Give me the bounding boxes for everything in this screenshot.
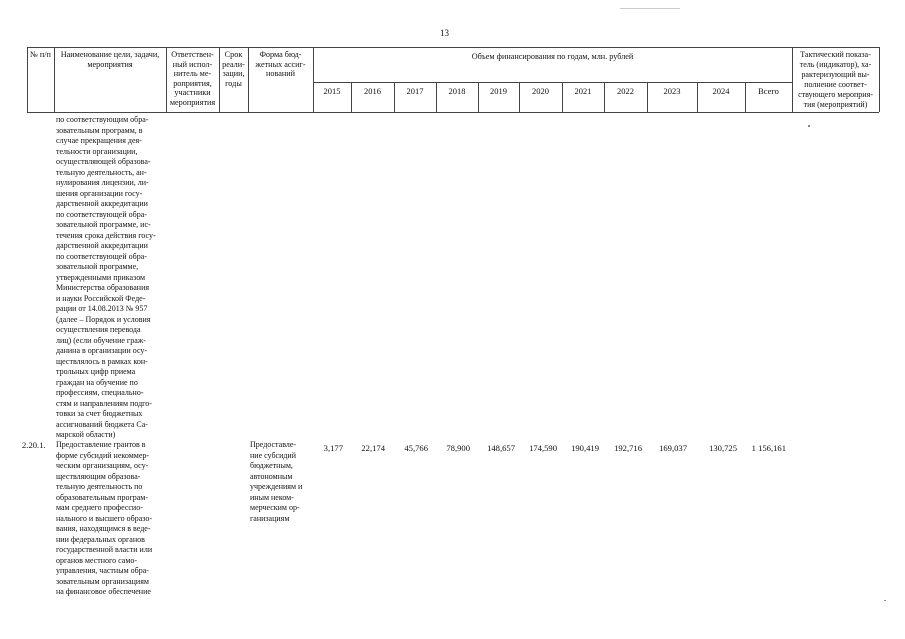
header-col-responsible: Ответствен- ный испол- нитель ме- роприятия, участники мероприятия [169,50,216,107]
row-form: Предоставле- ние субсидий бюджетным, автономным учреждениям и иным неком- мерческим ор- ганизациям [250,440,303,523]
header-year: 2016 [364,86,381,96]
row-value-total: 1 156,161 [751,443,786,453]
row-value-2016: 22,174 [361,443,385,453]
scan-mark [808,125,810,127]
row-value-2017: 45,766 [404,443,428,453]
header-col-name: Наименование цели, задачи, мероприятия [60,50,160,69]
header-year: 2021 [574,86,592,96]
row-value-2024: 130,725 [709,443,737,453]
scan-mark [884,600,886,601]
row-value-2015: 3,177 [323,443,343,453]
header-col-indicator: Тактический показа- тель (индикатор), ха- рактеризующий вы- полнение соответ- ствующего мероприя- тия (мероприятий) [798,50,873,109]
row-value-2019: 148,657 [487,443,515,453]
row-value-2023: 169,037 [659,443,687,453]
row-value-2020: 174,590 [529,443,557,453]
row-name: Предоставление грантов в форме субсидий некоммер- ческим организациям, осу- ществляющим образова- тельную деятельность по образовательным програм- мам среднего профессио- нального и высшего образо- вания, находящимся в веде- нии федеральных органов государственной власти или органов местного само- управления, частным обра- зовательным организациям на финансовое обеспечение [56,440,153,596]
header-col-number: № п/п [30,50,51,59]
header-col-finance: Объем финансирования по годам, млн. рублей [471,52,634,61]
page-number: 13 [440,28,449,38]
row-number: 2.20.1. [22,440,46,450]
header-year: 2024 [712,86,730,96]
header-col-term: Срок реали- зации, годы [222,50,245,88]
continuation-text: по соответствующим обра- зовательным программ, в случае прекращения дея- тельности организации, осуществляющей образова- тельную деятельность, ан- нулирования лицензии, ли- шения организации госу- дарственной аккредитации по соответствующей обра- зовательной программе, ис- течения срока действия госу- дарственной аккредитации по соответствующей обра- зовательной программе, утвержденными приказом Министерства образования и науки Российской Феде- рации от 14.08.2013 № 957 (далее – Порядок и условия осуществления перевода лиц) (если обучение граж- данина в организации осу- ществлялось в рамках кон- трольных цифр приема граждан на обучение по профессиям, специально- стям и направлениям подго- товки за счет бюджетных ассигнований бюджета Са- марской области) [56,115,156,439]
scan-mark [620,8,680,9]
header-year: 2019 [490,86,507,96]
header-year: 2023 [663,86,681,96]
header-year: 2017 [406,86,424,96]
header-year: 2022 [617,86,634,96]
row-value-2018: 78,900 [446,443,470,453]
header-col-form: Форма бюд- жетных ассиг- нований [255,50,306,79]
header-year: 2020 [532,86,549,96]
row-value-2022: 192,716 [614,443,642,453]
header-year: 2015 [323,86,341,96]
header-year-total: Всего [758,86,779,96]
header-year: 2018 [448,86,466,96]
row-value-2021: 190,419 [571,443,599,453]
